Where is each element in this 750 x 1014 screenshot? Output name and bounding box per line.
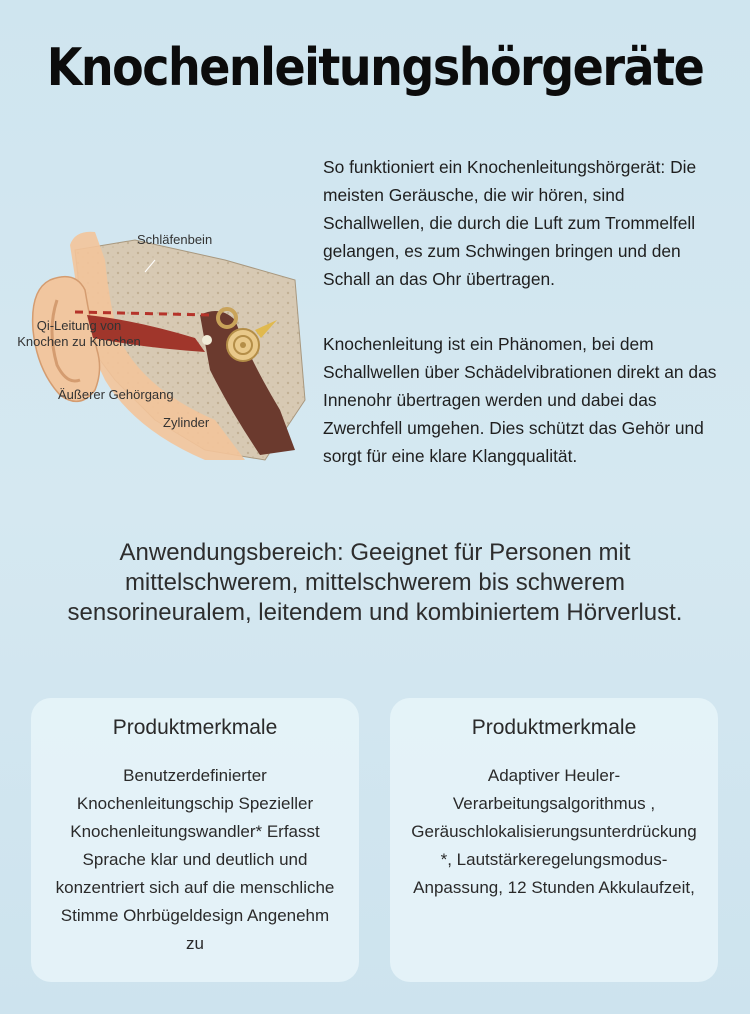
feature-card-right (390, 698, 718, 982)
label-temporal-bone: Schläfenbein (137, 232, 213, 247)
feature-card-title: Produktmerkmale (112, 716, 278, 739)
feature-card-body: Benutzerdefinierter Knochenleitungschip Spezieller Knochenleitungswandler* Erfasst Sprache klar und deutlich und konzentriert sich auf die menschliche Stimme Ohrbügeldesign Angenehm zu (55, 766, 335, 953)
intro-paragraph-1: So funktioniert ein Knochenleitungshörgerät: Die meisten Geräusche, die wir hören, sind Schallwellen, die durch die Luft zum Trommelfell gelangen, es zum Schwingen bringen und den Schall an das Ohr übertragen. (323, 157, 697, 289)
label-bone-conduction (5, 318, 153, 350)
label-cylinder: Zylinder (163, 415, 210, 430)
label-ear-canal: Äußerer Gehörgang (58, 387, 174, 402)
feature-card-title: Produktmerkmale (471, 716, 637, 739)
label-bone-conduction-line1: Qi-Leitung von (36, 318, 122, 333)
label-bone-conduction-line2: Knochen zu Knochen (17, 334, 141, 349)
feature-card-left (31, 698, 359, 982)
feature-card-body: Adaptiver Heuler-Verarbeitungsalgorithmus , Geräuschlokalisierungsunterdrückung*, Lautstärkeregelungsmodus-Anpassung, 12 Stunden Akkulaufzeit, (411, 766, 697, 897)
intro-paragraph-2: Knochenleitung ist ein Phänomen, bei dem Schallwellen über Schädelvibrationen direkt an das Innenohr übertragen werden und dabei das Zwerchfell umgehen. Dies schützt das Gehör und sorgt für eine klare Klangqualität. (323, 334, 717, 466)
page-title: Knochenleitungshörgeräte (46, 36, 704, 98)
ear-anatomy-diagram (5, 220, 310, 465)
application-scope: Anwendungsbereich: Geeignet für Personen mit mittelschwerem, mittelschwerem bis schwerem sensorineuralem, leitendem und kombiniertem Hörverlust. (67, 539, 683, 626)
